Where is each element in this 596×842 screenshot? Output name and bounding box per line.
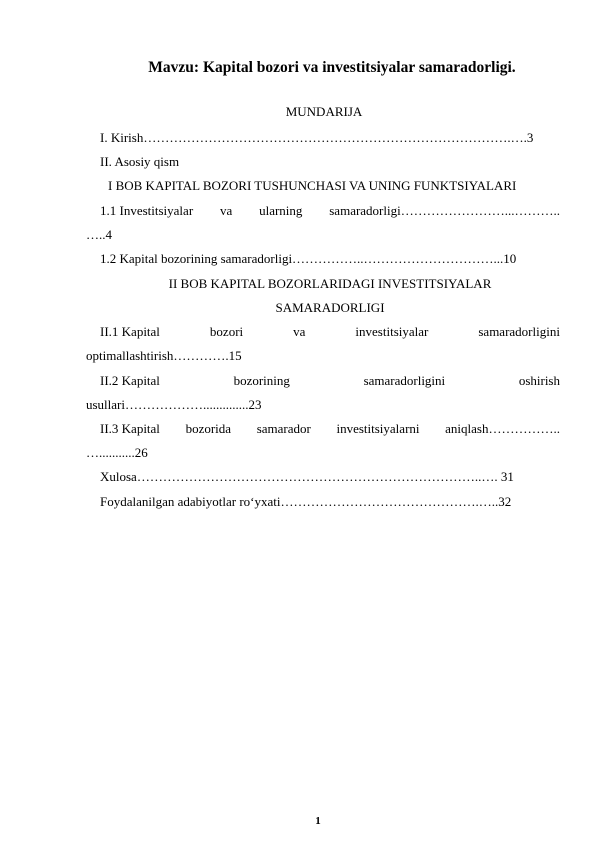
toc-entry-2-2-cont: usullari………………..............23 [86, 397, 262, 412]
toc-word: samarador [256, 421, 311, 436]
toc-word: va [219, 203, 233, 218]
toc-word: oshirish [518, 373, 560, 388]
page-title: Mavzu: Kapital bozori va investitsiyalar samaradorligi. [148, 59, 516, 76]
toc-chapter-2-heading: II BOB KAPITAL BOZORLARIDAGI INVESTITSIYALAR [168, 276, 492, 291]
toc-entry-1-1 [100, 203, 560, 219]
toc-entry-2-1-cont: optimallashtirish………….15 [86, 348, 242, 363]
toc-word: investitsiyalarni [336, 421, 420, 436]
toc-word: samaradorligini [478, 324, 560, 339]
toc-word: va [293, 324, 306, 339]
toc-word: II.2 Kapital [100, 373, 160, 388]
toc-word: bozori [209, 324, 244, 339]
toc-word: II.1 Kapital [100, 324, 160, 339]
toc-word: 1.1 Investitsiyalar [100, 203, 194, 218]
toc-entry-adabiyotlar: Foydalanilgan adabiyotlar ro‘yxati……………………………………….…..32 [100, 494, 512, 509]
toc-word: bozorining [233, 373, 290, 388]
toc-entry-2-1 [100, 324, 560, 340]
toc-word: samaradorligini [363, 373, 446, 388]
page-number: 1 [315, 815, 321, 827]
toc-entry-kirish: I. Kirish………………………………………………………………………….….3 [100, 130, 534, 145]
toc-word: ularning [259, 203, 303, 218]
toc-word: aniqlash…………….. [445, 421, 560, 436]
toc-entry-1-2: 1.2 Kapital bozorining samaradorligi……………..…………………………...10 [100, 251, 517, 266]
toc-word: bozorida [185, 421, 232, 436]
toc-word: investitsiyalar [355, 324, 429, 339]
toc-entry-xulosa: Xulosa……………………………………………………………………..…. 31 [100, 469, 514, 484]
toc-entry-1-1-page: …..4 [86, 227, 112, 242]
toc-heading: MUNDARIJA [285, 104, 363, 119]
toc-entry-asosiy-qism: II. Asosiy qism [100, 154, 180, 169]
toc-entry-2-2 [100, 373, 560, 389]
toc-word: samaradorligi……………………...……….. [329, 203, 560, 218]
toc-chapter-1-heading: I BOB KAPITAL BOZORI TUSHUNCHASI VA UNING FUNKTSIYALARI [108, 178, 517, 193]
toc-entry-2-3-cont: …...........26 [86, 445, 148, 460]
toc-word: II.3 Kapital [100, 421, 160, 436]
toc-chapter-2-heading-cont: SAMARADORLIGI [275, 300, 385, 315]
toc-entry-2-3 [100, 421, 560, 437]
